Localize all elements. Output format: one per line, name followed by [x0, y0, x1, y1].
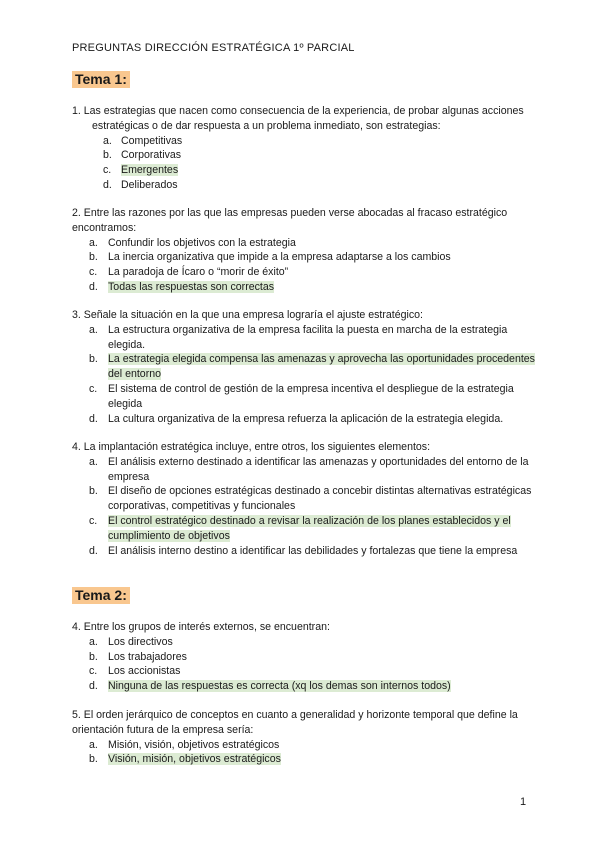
- option-a: a. Competitivas: [103, 134, 183, 147]
- question-text: 2. Entre las razones por las que las empresas pueden verse abocadas al fracaso estratégico encontramos:: [72, 207, 508, 234]
- options-list: [72, 134, 542, 193]
- question-text: 5. El orden jerárquico de conceptos en cuanto a generalidad y horizonte temporal que define la orientación futura de la empresa sería:: [72, 709, 518, 736]
- options-list: [72, 635, 542, 694]
- option-c: c. La paradoja de Ícaro o “morir de éxito”: [89, 266, 289, 279]
- option-b: b. La inercia organizativa que impide a la empresa adaptarse a los cambios: [89, 251, 451, 264]
- option-b-correct: b. Visión, misión, objetivos estratégicos: [89, 753, 281, 766]
- section-heading-tema-1: Tema 1:: [72, 71, 130, 88]
- option-b-correct: b. La estrategia elegida compensa las amenazas y aprovecha las oportunidades procedentes del entorno: [89, 353, 535, 381]
- question-text: 1. Las estrategias que nacen como consecuencia de la experiencia, de probar algunas acciones estratégicas o de dar respuesta a un problema inmediato, son estrategias:: [72, 105, 524, 132]
- option-d: d. Deliberados: [103, 178, 178, 191]
- option-a: a. El análisis externo destinado a identificar las amenazas y oportunidades del entorno de la empresa: [89, 455, 529, 483]
- option-c: c. El sistema de control de gestión de la empresa incentiva el despliegue de la estrategia elegida: [89, 382, 514, 410]
- options-list: [72, 236, 542, 295]
- option-c: c. Los accionistas: [89, 665, 181, 678]
- option-b: b. El diseño de opciones estratégicas destinado a concebir distintas alternativas estratégicas corporativas, competitivas y funcionales: [89, 485, 532, 513]
- page-number: 1: [520, 796, 527, 808]
- question-4: [72, 440, 542, 558]
- option-c-correct: c. El control estratégico destinado a revisar la realización de los planes establecidos y el cumplimiento de objetivos: [89, 514, 511, 542]
- document-title: PREGUNTAS DIRECCIÓN ESTRATÉGICA 1º PARCIAL: [72, 42, 355, 54]
- option-a: a. Misión, visión, objetivos estratégicos: [89, 738, 280, 751]
- option-c-correct: c. Emergentes: [103, 164, 179, 177]
- question-text: 3. Señale la situación en la que una empresa lograría el ajuste estratégico:: [72, 309, 423, 321]
- option-d-correct: d. Ninguna de las respuestas es correcta (xq los demas son internos todos): [89, 680, 451, 693]
- options-list: [72, 323, 542, 427]
- option-b: b. Los trabajadores: [89, 650, 187, 663]
- question-text: 4. Entre los grupos de interés externos, se encuentran:: [72, 621, 330, 633]
- options-list: [72, 455, 542, 559]
- option-a: a. Los directivos: [89, 635, 173, 648]
- question-5: [72, 620, 542, 694]
- option-a: a. La estructura organizativa de la empresa facilita la puesta en marcha de la estrategia elegida.: [89, 323, 508, 351]
- option-a: a. Confundir los objetivos con la estrategia: [89, 236, 296, 249]
- question-3: [72, 308, 542, 426]
- question-6: [72, 708, 542, 767]
- options-list: [72, 738, 542, 768]
- option-d-correct: d. Todas las respuestas son correctas: [89, 280, 275, 293]
- option-d: d. El análisis interno destino a identificar las debilidades y fortalezas que tiene la empresa: [89, 544, 518, 557]
- section-heading-tema-2: Tema 2:: [72, 587, 130, 604]
- question-1: [72, 104, 542, 193]
- question-text: 4. La implantación estratégica incluye, entre otros, los siguientes elementos:: [72, 441, 431, 453]
- option-d: d. La cultura organizativa de la empresa refuerza la aplicación de la estrategia elegida.: [89, 412, 504, 425]
- question-2: [72, 206, 542, 295]
- option-b: b. Corporativas: [103, 149, 182, 162]
